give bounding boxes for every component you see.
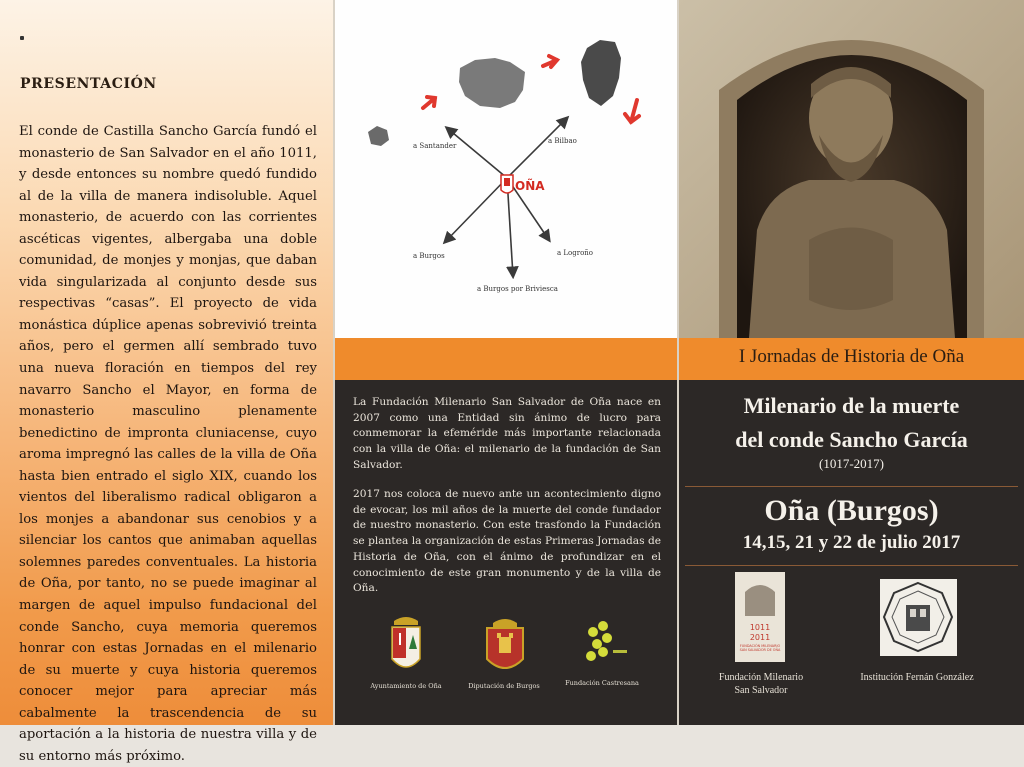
small-region-icon	[368, 126, 389, 146]
map-center-label: OÑA	[515, 179, 545, 193]
commemoration-years: (1017-2017)	[819, 456, 884, 471]
diputacion-crest-icon	[483, 615, 527, 679]
presentation-text: El conde de Castilla Sancho García fundó el monasterio de San Salvador en el año 1011, y desde entonces su nombre quedó fundido al de la villa de manera indisoluble. Aquel monasterio, de acuerdo con las corrientes ascéticas vigentes, albergaba una doble comunidad, de monjes y monjas, que daban vida singularizada al conjunto desde sus respectivas “casas”. El proyecto de vida monástica dúplice apenas sobrevivió treinta años, pero el germen allí sembrado tuvo una nueva floración en tiempos del rey navarro Sancho el Mayor, en forma de monasterio masculino plenamente benedictino de impronta cluniacense, cuyo aroma impregnó las calles de la villa de Oña hasta bien entrado el siglo XIX, cuando los vientos del liberalismo radical obligaron a los monjes a abandonar sus cenobios y a silenciar los cantos que animaban aquellas solemnes paredes conventuales. La historia de Oña, por tanto, no se puede imaginar al margen de aquel impulso fundacional del conde Sancho, cuya memoria queremos honrar con estas Jornadas en el milenario de su muerte y cuya historia queremos conocer mejor para apreciar más cabalmente la trascendencia de su aportación a la historia de nuestra villa y de su entorno más próximo.	[19, 124, 317, 764]
spain-map-icon	[459, 58, 525, 108]
castresana-logo-icon	[583, 620, 627, 670]
red-arrow-icon	[423, 97, 435, 108]
sponsor-label: Diputación de Burgos	[468, 682, 540, 690]
logo-label-line2: San Salvador	[734, 685, 788, 696]
info-panel	[335, 0, 677, 725]
ona-crest-icon	[501, 175, 513, 193]
map-label-briviesca: a Burgos por Briviesca	[477, 285, 558, 293]
foundation-paragraph: La Fundación Milenario San Salvador de Oña nace en 2007 como una Entidad sin ánimo de lucro para conmemorar la efeméride más importante relacionada con la villa de Oña: el milenario de la fundación de San Salvador.	[353, 396, 661, 471]
divider	[685, 565, 1018, 566]
presentation-heading: PRESENTACIÓN	[20, 76, 157, 92]
fernan-gonzalez-seal-icon	[880, 579, 957, 656]
main-title-line2: del conde Sancho García	[735, 427, 968, 452]
logo-caption: FUNDACIÓN MILENARIO SAN SALVADOR DE OÑA	[739, 644, 781, 652]
logo-label: Institución Fernán González	[860, 672, 974, 683]
jornadas-paragraph: 2017 nos coloca de nuevo ante un acontecimiento digno de evocar, los mil años de la muerte del conde fundador de nuestro monasterio. Con este trasfondo la Fundación se plantea la organización de estas Primeras Jornadas de Historia de Oña, con el ánimo de profundizar en el conocimiento de este gran monumento y de la villa de Oña.	[353, 488, 661, 595]
logo-label-line1: Fundación Milenario	[718, 672, 804, 683]
print-speck	[20, 36, 24, 40]
main-title-line1: Milenario de la muerte	[743, 393, 960, 418]
red-arrow-icon	[543, 56, 557, 67]
ayuntamiento-crest-icon	[388, 613, 424, 679]
location-map	[335, 0, 677, 340]
logo-year: 2011	[749, 633, 771, 642]
statue-photo	[679, 0, 1024, 338]
orange-band	[335, 338, 677, 380]
sponsor-label: Fundación Castresana	[565, 679, 639, 687]
logo-year: 1011	[749, 623, 771, 632]
cover-panel	[679, 0, 1024, 725]
sponsor-label: Ayuntamiento de Oña	[370, 682, 442, 690]
logo-label	[701, 671, 821, 697]
event-dates: 14,15, 21 y 22 de julio 2017	[742, 532, 961, 553]
map-label-logrono: a Logroño	[557, 249, 594, 257]
red-arrow-icon	[625, 100, 639, 122]
series-title: I Jornadas de Historia de Oña	[738, 346, 965, 367]
map-label-burgos: a Burgos	[413, 252, 445, 260]
map-label-bilbao: a Bilbao	[548, 137, 577, 145]
castilla-map-icon	[581, 40, 621, 106]
event-place: Oña (Burgos)	[764, 494, 939, 527]
fundacion-milenario-logo-icon	[735, 572, 785, 662]
presentation-panel	[0, 0, 333, 764]
map-label-santander: a Santander	[413, 142, 457, 150]
divider	[685, 486, 1018, 487]
